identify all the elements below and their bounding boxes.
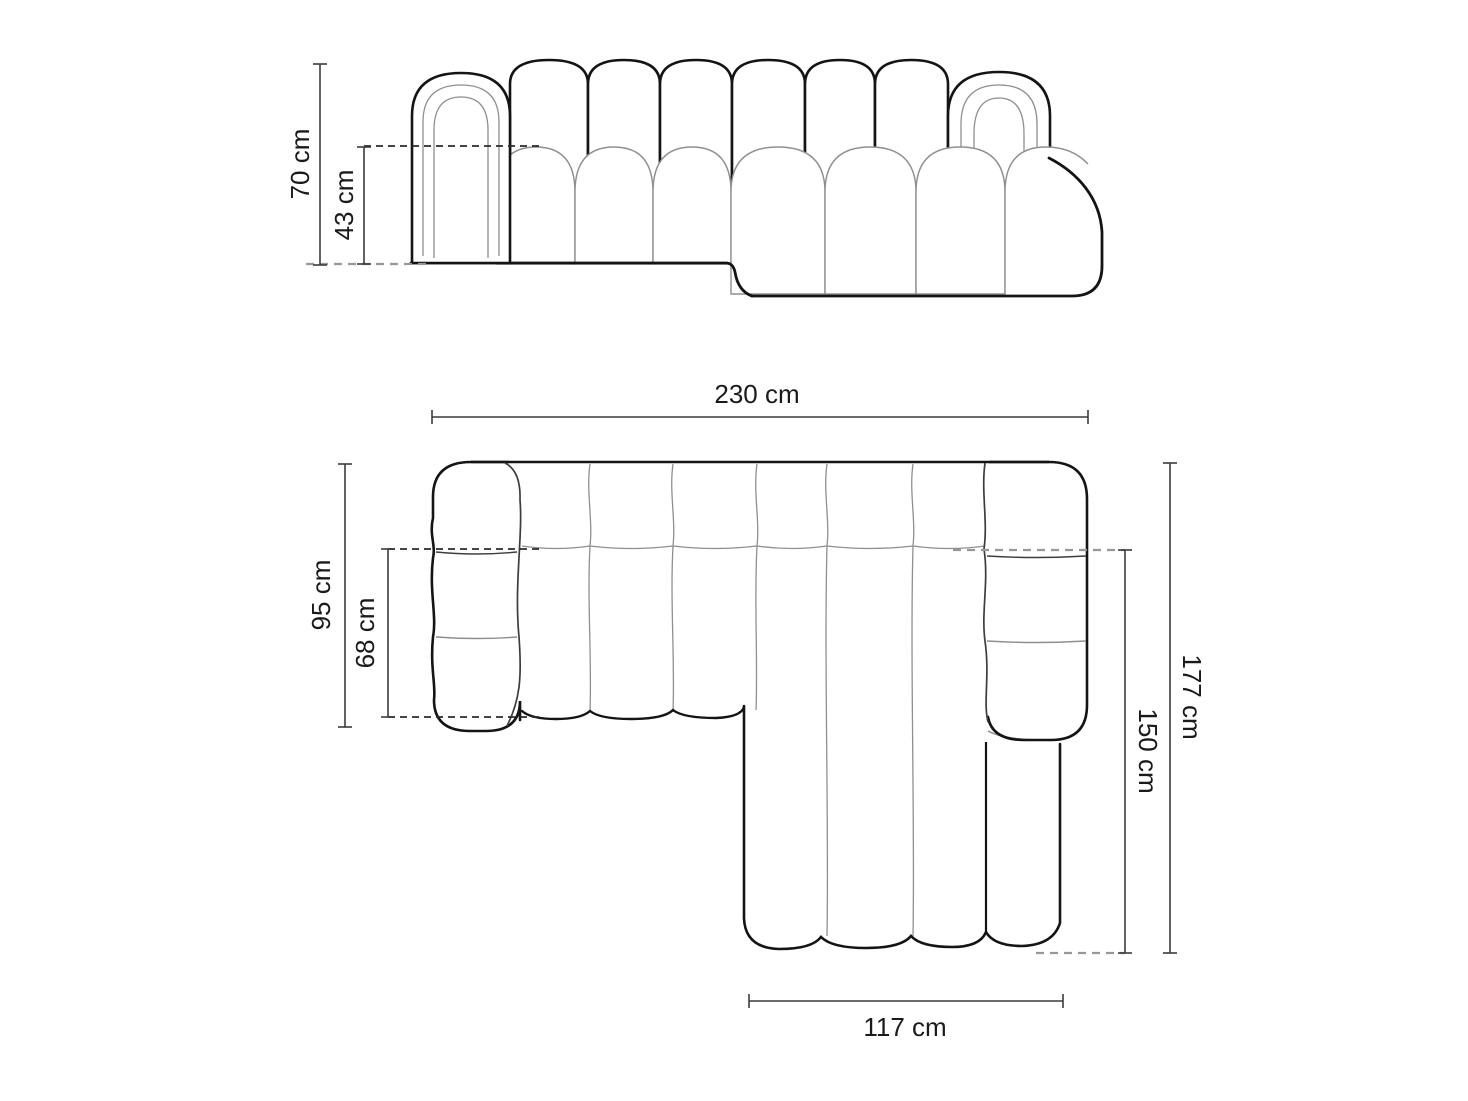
seat-cushion <box>653 147 731 264</box>
seat-cushion <box>731 147 825 294</box>
top-view <box>306 379 1207 1042</box>
dim-front-seat-height <box>357 147 371 264</box>
seat-cushion <box>575 147 653 264</box>
chaise-depth-label: 150 cm <box>1133 708 1163 794</box>
front-left-armrest <box>412 73 510 263</box>
seat-depth-label: 68 cm <box>350 597 380 669</box>
front-height-label: 70 cm <box>285 128 315 200</box>
front-bottom-edge <box>411 263 752 296</box>
front-seat-height-label: 43 cm <box>329 169 359 241</box>
total-depth-label: 177 cm <box>1177 654 1207 740</box>
top-view-fill <box>433 462 1087 950</box>
dim-depth <box>338 464 352 727</box>
chaise-width-label: 117 cm <box>863 1012 947 1042</box>
width-label: 230 cm <box>714 379 800 409</box>
dim-width <box>432 410 1088 424</box>
seat-cushion <box>916 147 1005 294</box>
front-view <box>285 60 1102 296</box>
seat-cushion-chaise-end-fill <box>1005 147 1098 294</box>
dim-front-height <box>313 64 327 265</box>
dim-seat-depth <box>381 549 395 717</box>
seat-cushion <box>825 147 916 294</box>
dim-chaise-depth <box>1118 550 1132 953</box>
dim-total-depth <box>1163 463 1177 953</box>
dim-chaise-width <box>749 994 1063 1008</box>
depth-label: 95 cm <box>306 559 336 631</box>
